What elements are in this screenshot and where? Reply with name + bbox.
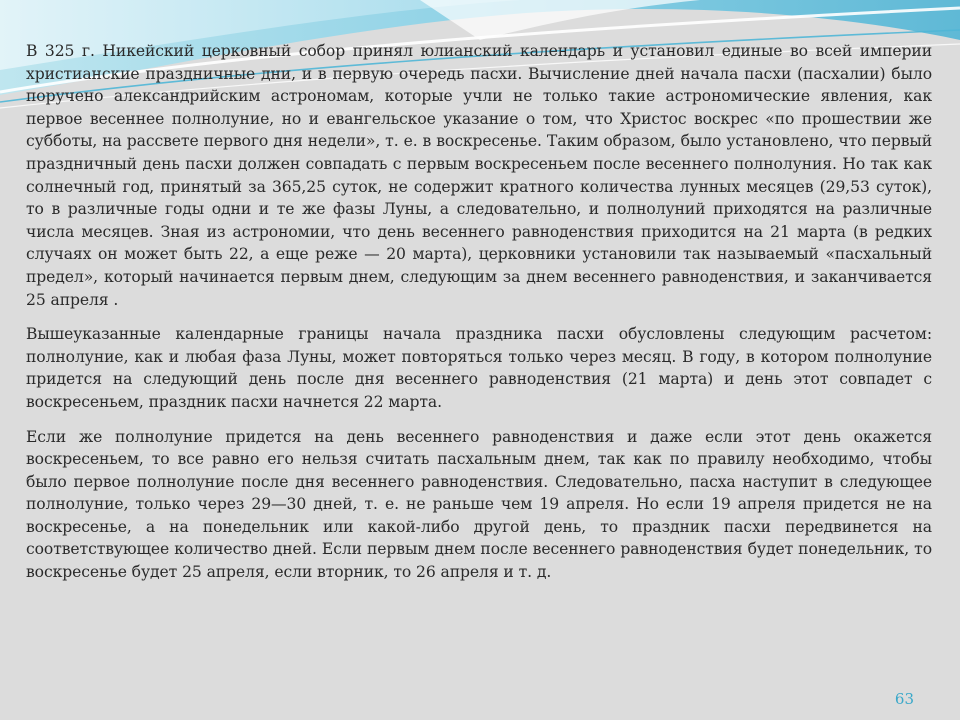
slide-body-text <box>26 40 932 596</box>
page-number: 63 <box>894 690 914 708</box>
paragraph-2: Вышеуказанные календарные границы начала праздника пасхи обусловлены следующим расчетом: полнолуние, как и любая фаза Луны, может повторяться только через месяц. В году, в котором полнолуние придется на следующий день после дня весеннего равноденствия (21 марта) и день этот совпадет с воскресеньем, праздник пасхи начнется 22 марта. <box>26 325 932 411</box>
paragraph-1: В 325 г. Никейский церковный собор принял юлианский календарь и установил единые во всей империи христианские праздничные дни, и в первую очередь пасхи. Вычисление дней начала пасхи (пасхалии) было поручено александрийским астрономам, которые учли не только такие астрономические явления, как первое весеннее полнолуние, но и евангельское указание о том, что Христос воскрес «по прошествии же субботы, на рассвете первого дня недели», т. е. в воскресенье. Таким образом, было установлено, что первый праздничный день пасхи должен совпадать с первым воскресеньем после весеннего полнолуния. Но так как солнечный год, принятый за 365,25 суток, не содержит кратного количества лунных месяцев (29,53 суток), то в различные годы одни и те же фазы Луны, а следовательно, и полнолуний приходятся на различные числа месяцев. Зная из астрономии, что день весеннего равноденствия приходится на 21 марта (в редких случаях он может быть 22, а еще реже — 20 марта), церковники установили так называемый «пасхальный предел», который начинается первым днем, следующим за днем весеннего равноденствия, и заканчивается 25 апреля . <box>26 42 932 309</box>
paragraph-3: Если же полнолуние придется на день весеннего равноденствия и даже если этот день окажется воскресеньем, то все равно его нельзя считать пасхальным днем, так как по правилу необходимо, чтобы было первое полнолуние после дня весеннего равноденствия. Следовательно, пасха наступит в следующее полнолуние, только через 29—30 дней, т. е. не раньше чем 19 апреля. Но если 19 апреля придется не на воскресенье, а на понедельник или какой-либо другой день, то праздник пасхи передвинется на соответствующее количество дней. Если первым днем после весеннего равноденствия будет понедельник, то воскресенье будет 25 апреля, если вторник, то 26 апреля и т. д. <box>26 427 932 582</box>
